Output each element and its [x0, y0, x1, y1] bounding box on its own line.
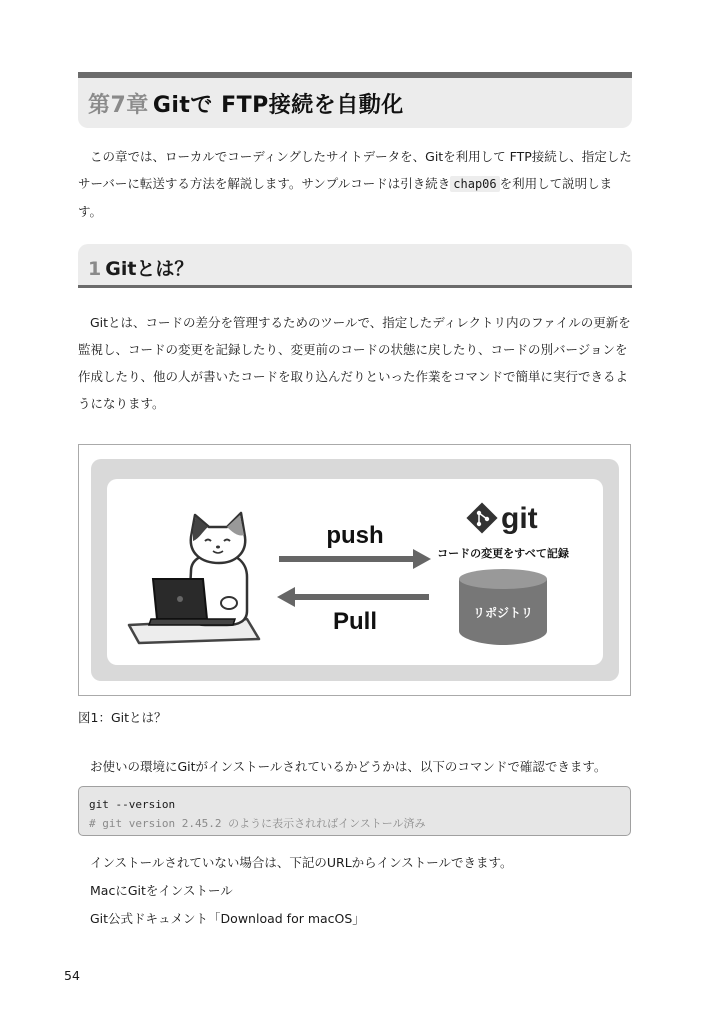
page-number: 54	[64, 968, 80, 983]
git-figure	[78, 444, 631, 696]
code-comment: # git version 2.45.2 のように表示されればインストール済み	[89, 817, 426, 830]
repository-label: リポジトリ	[472, 606, 534, 620]
laptop-logo	[177, 596, 183, 602]
git-logo-icon	[466, 502, 497, 533]
laptop-base-shape	[149, 619, 235, 625]
link-mac-install[interactable]: MacにGitをインストール	[90, 883, 233, 898]
chapter-number: 第7章	[88, 93, 149, 118]
intro-text-after: を利用して説明します。	[78, 176, 613, 219]
link-git-docs[interactable]: Git公式ドキュメント「Download for macOS」	[90, 911, 365, 926]
git-tagline: コードの変更をすべて記録	[437, 547, 569, 560]
install-paragraph: インストールされていない場合は、下記のURLからインストールできます。	[90, 855, 513, 870]
chapter-heading	[78, 72, 632, 128]
section-title: Gitとは？	[105, 258, 194, 280]
pull-arrow-head	[277, 587, 295, 607]
code-command: git --version	[89, 798, 176, 811]
intro-text-before: この章では、ローカルでコーディングしたサイトデータを、Gitを利用して FTP接続し、指定したサーバーに転送する方法を解説します。サンプルコードは引き続き	[78, 149, 632, 191]
intro-inline-code: chap06	[450, 176, 499, 192]
figure-card	[107, 479, 603, 665]
push-arrow-head	[413, 549, 431, 569]
check-paragraph: お使いの環境にGitがインストールされているかどうかは、以下のコマンドで確認できます。	[90, 759, 607, 774]
push-label: push	[326, 522, 384, 549]
section-paragraph-text: Gitとは、コードの差分を管理するためのツールで、指定したディレクトリ内のファイルの更新を監視し、コードの変更を記録したり、変更前のコードの状態に戻したり、コードの別バージョンを作成したり、他の人が書いたコードを取り込んだりといった作業をコマンドで簡単に実行できるようになります。	[78, 315, 631, 411]
section-heading	[78, 244, 632, 288]
git-logo-text: git	[501, 502, 538, 535]
git-diagram	[107, 479, 603, 665]
figure-background	[91, 459, 619, 681]
code-block	[78, 786, 631, 836]
repository-cylinder-top	[459, 569, 547, 589]
figure-caption: 図1：Gitとは？	[78, 710, 167, 725]
section-paragraph	[78, 309, 633, 417]
cat-nose	[216, 546, 220, 549]
cat-paw	[221, 597, 237, 609]
pull-label: Pull	[332, 608, 378, 635]
chapter-title: Gitで FTP接続を自動化	[152, 93, 404, 118]
intro-paragraph	[78, 143, 633, 225]
section-number: 1	[88, 258, 102, 280]
